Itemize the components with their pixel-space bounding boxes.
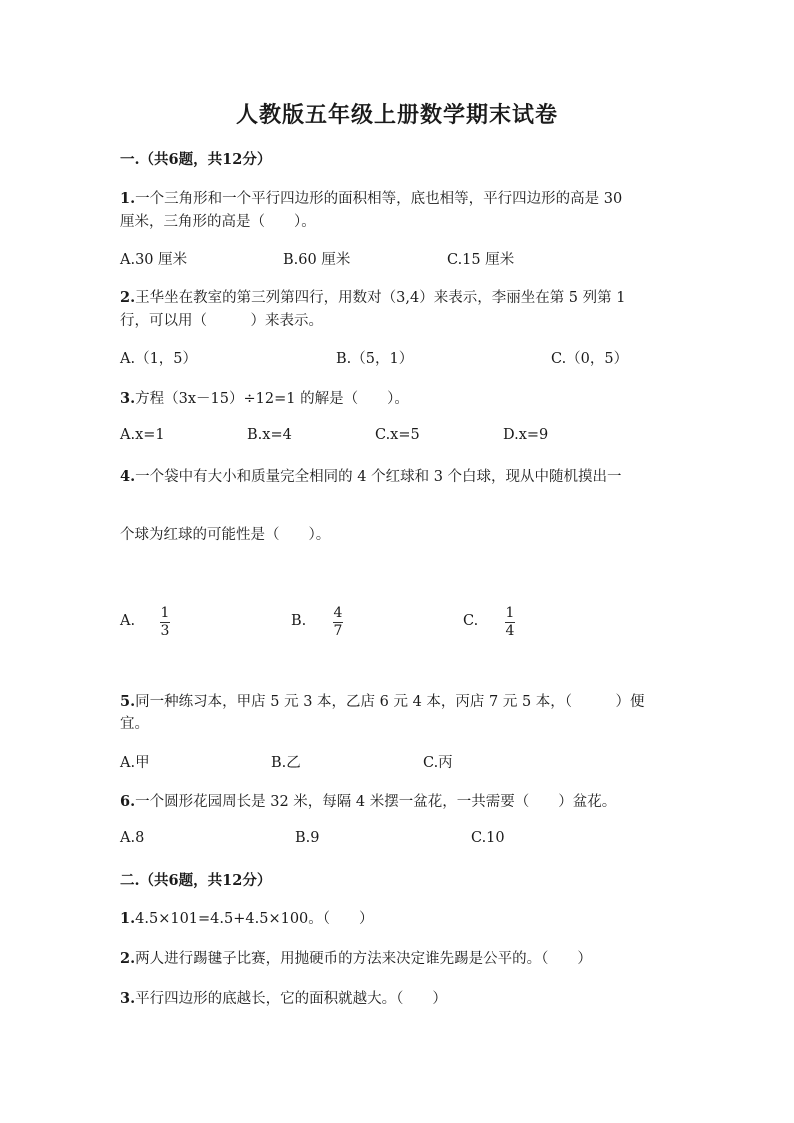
q2-option-b: B.（5，1）: [336, 351, 414, 367]
q4-option-b-label: B.: [291, 613, 307, 629]
fraction-denominator: 4: [505, 623, 515, 639]
q5-option-b: B.乙: [271, 755, 301, 771]
question-4-line-2: 个球为红球的可能性是（ ）。: [120, 527, 331, 543]
question-number: 5.: [120, 693, 136, 710]
section-1-heading: 一.（共6题，共12分）: [120, 151, 272, 168]
question-text: 一个袋中有大小和质量完全相同的 4 个红球和 3 个白球，现从中随机摸出一: [135, 469, 622, 485]
question-text: 一个三角形和一个平行四边形的面积相等，底也相等，平行四边形的高是 30: [135, 191, 623, 207]
question-number: 3.: [120, 390, 136, 407]
q4-option-a-fraction: [160, 606, 170, 639]
question-number: 2.: [120, 289, 136, 306]
q3-option-c: C.x=5: [375, 427, 420, 443]
page-title: 人教版五年级上册数学期末试卷: [235, 102, 558, 128]
question-1: [120, 187, 622, 208]
question-text: 平行四边形的底越长，它的面积就越大。（ ）: [135, 991, 447, 1007]
question-number: 2.: [120, 950, 136, 967]
question-number: 1.: [120, 190, 136, 207]
q6-option-c: C.10: [471, 830, 505, 846]
question-1-line-2: 厘米，三角形的高是（ ）。: [120, 214, 316, 230]
q5-option-c: C.丙: [423, 755, 453, 771]
q4-option-a-label: A.: [120, 613, 136, 629]
q2-option-c: C.（0，5）: [551, 351, 629, 367]
q3-option-b: B.x=4: [247, 427, 292, 443]
q5-option-a: A.甲: [120, 755, 150, 771]
question-text: 两人进行踢毽子比赛，用抛硬币的方法来决定谁先踢是公平的。（ ）: [135, 951, 592, 967]
fraction-numerator: 4: [333, 605, 343, 621]
judge-question-3: [120, 987, 447, 1008]
q4-option-b-fraction: [333, 606, 343, 639]
fraction-numerator: 1: [160, 605, 170, 621]
q1-option-c: C.15 厘米: [447, 252, 515, 268]
question-2: [120, 286, 625, 307]
question-text: 同一种练习本，甲店 5 元 3 本，乙店 6 元 4 本，丙店 7 元 5 本，（ ）便: [135, 694, 645, 710]
question-number: 4.: [120, 468, 136, 485]
section-2-heading: 二.（共6题，共12分）: [120, 872, 272, 889]
q3-option-a: A.x=1: [120, 427, 165, 443]
question-2-line-2: 行，可以用（ ）来表示。: [120, 313, 323, 329]
q1-option-a: A.30 厘米: [120, 252, 188, 268]
question-number: 3.: [120, 990, 136, 1007]
question-text: 方程（3x－15）÷12=1 的解是（ ）。: [135, 391, 409, 407]
question-number: 1.: [120, 910, 136, 927]
question-text: 一个圆形花园周长是 32 米，每隔 4 米摆一盆花，一共需要（ ）盆花。: [135, 794, 617, 810]
q6-option-a: A.8: [120, 830, 145, 846]
question-text: 王华坐在教室的第三列第四行，用数对（3,4）来表示，李丽坐在第 5 列第 1: [135, 290, 626, 306]
fraction-denominator: 7: [333, 623, 343, 639]
fraction-numerator: 1: [505, 605, 515, 621]
q2-option-a: A.（1，5）: [120, 351, 198, 367]
question-number: 6.: [120, 793, 136, 810]
judge-question-2: [120, 947, 592, 968]
question-5-line-2: 宜。: [120, 716, 149, 732]
q6-option-b: B.9: [295, 830, 320, 846]
question-6: [120, 790, 616, 811]
question-5: [120, 690, 645, 711]
judge-question-1: [120, 907, 374, 928]
q4-option-c-fraction: [505, 606, 515, 639]
question-4: [120, 465, 622, 486]
q3-option-d: D.x=9: [503, 427, 549, 443]
question-3: [120, 387, 409, 408]
fraction-denominator: 3: [160, 623, 170, 639]
q4-option-c-label: C.: [463, 613, 479, 629]
question-text: 4.5×101=4.5+4.5×100。（ ）: [135, 911, 374, 927]
q1-option-b: B.60 厘米: [283, 252, 351, 268]
